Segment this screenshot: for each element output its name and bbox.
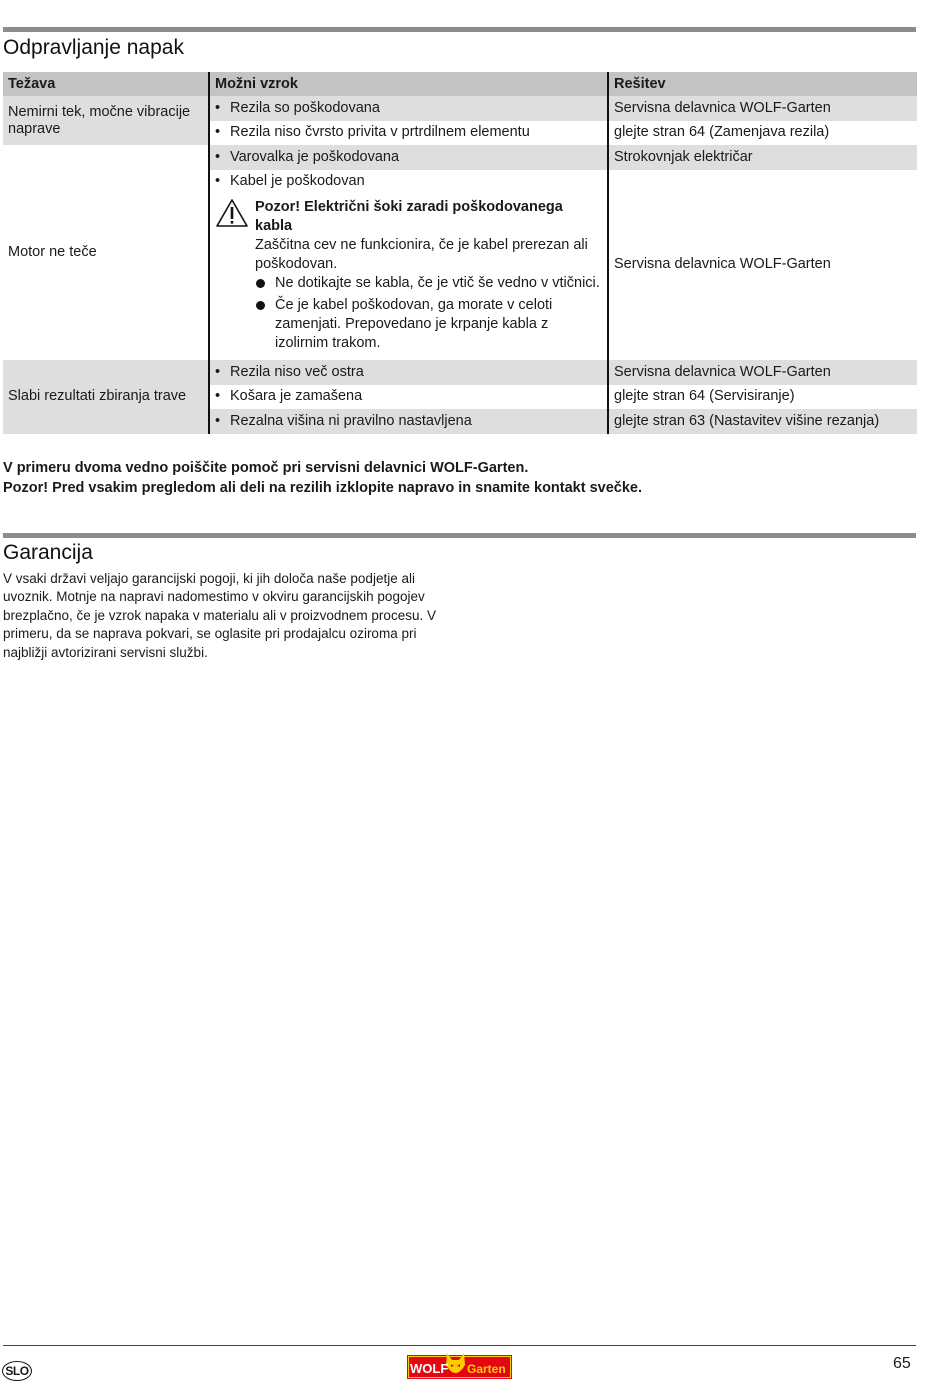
- problem-cell: Nemirni tek, močne vibracije naprave: [3, 96, 209, 145]
- list-item-text: Če je kabel poškodovan, ga morate v celoti zamenjati. Prepovedano je krpanje kabla z izolirnim trakom.: [275, 297, 553, 351]
- cause-text: • Košara je zamašena: [215, 388, 362, 404]
- solution-cell: Servisna delavnica WOLF-Garten: [608, 96, 917, 121]
- warranty-title: Garancija: [3, 541, 93, 564]
- wolf-garten-logo: [407, 1351, 512, 1381]
- header-cause: Možni vzrok: [209, 72, 608, 96]
- problem-cell: Motor ne teče: [3, 145, 209, 360]
- solution-cell: glejte stran 64 (Servisiranje): [608, 385, 917, 410]
- header-problem: Težava: [3, 72, 209, 96]
- troubleshooting-title: Odpravljanje napak: [3, 36, 184, 59]
- table-row: [3, 360, 917, 385]
- warranty-text: V vsaki državi veljajo garancijski pogoji, ki jih določa naše podjetje ali uvoznik. Motnje na napravi nadomestimo v okviru garancijskih pogojev brezplačno, če je vzrok napaka v materialu ali v proizvodnem procesu. V primeru, da se naprava pokvari, se oglasite pri prodajalcu oziroma pri najbližji avtorizirani servisni službi.: [3, 571, 436, 660]
- note-caution: Pozor! Pred vsakim pregledom ali deli na rezilih izklopite napravo in snamite kontakt svečke.: [3, 480, 643, 496]
- warning-triangle-icon: [215, 198, 249, 228]
- list-item: [255, 274, 602, 293]
- bullet-dot-icon: [256, 301, 265, 310]
- footer-rule: [3, 1345, 916, 1346]
- cause-text: • Rezila niso več ostra: [215, 364, 364, 380]
- solution-cell: glejte stran 63 (Nastavitev višine rezanja): [608, 409, 917, 434]
- troubleshooting-table: [3, 72, 917, 434]
- logo-text-garten: Garten: [467, 1362, 506, 1376]
- problem-cell: Slabi rezultati zbiranja trave: [3, 360, 209, 434]
- warning-list: [255, 274, 602, 353]
- cause-cell: [209, 409, 608, 434]
- cause-cell: [209, 170, 608, 195]
- cause-cell: [209, 385, 608, 410]
- warning-block: [215, 194, 602, 360]
- section-rule: [3, 533, 916, 538]
- list-item-text: Ne dotikajte se kabla, če je vtič še vedno v vtičnici.: [275, 275, 600, 291]
- bullet-dot-icon: [256, 279, 265, 288]
- warning-cell: [209, 194, 608, 360]
- header-solution: Rešitev: [608, 72, 917, 96]
- cause-cell: [209, 121, 608, 146]
- solution-cell: Servisna delavnica WOLF-Garten: [608, 360, 917, 385]
- page-number: 65: [893, 1355, 911, 1372]
- solution-cell: Servisna delavnica WOLF-Garten: [608, 170, 917, 361]
- notes-block: [3, 458, 642, 498]
- cause-text: • Varovalka je poškodovana: [215, 149, 399, 165]
- cause-text: • Rezila niso čvrsto privita v prtrdilnem elementu: [215, 124, 530, 140]
- cause-text: • Rezila so poškodovana: [215, 100, 380, 116]
- solution-cell: glejte stran 64 (Zamenjava rezila): [608, 121, 917, 146]
- cause-cell: [209, 145, 608, 170]
- language-badge: SLO: [2, 1361, 32, 1381]
- solution-cell: Strokovnjak električar: [608, 145, 917, 170]
- table-header-row: [3, 72, 917, 96]
- cause-cell: [209, 96, 608, 121]
- cause-cell: [209, 360, 608, 385]
- table-row: [3, 145, 917, 170]
- warning-text: Zaščitna cev ne funkcionira, če je kabel prerezan ali poškodovan.: [255, 237, 588, 272]
- top-rule: [3, 27, 916, 32]
- note-help: V primeru dvoma vedno poiščite pomoč pri servisni delavnici WOLF-Garten.: [3, 460, 529, 476]
- cause-text: • Rezalna višina ni pravilno nastavljena: [215, 413, 472, 429]
- logo-text-wolf: WOLF: [410, 1361, 449, 1376]
- warning-title: Pozor! Električni šoki zaradi poškodovanega kabla: [255, 199, 563, 234]
- list-item: [255, 296, 602, 353]
- table-row: [3, 96, 917, 121]
- cause-text: • Kabel je poškodovan: [215, 173, 365, 189]
